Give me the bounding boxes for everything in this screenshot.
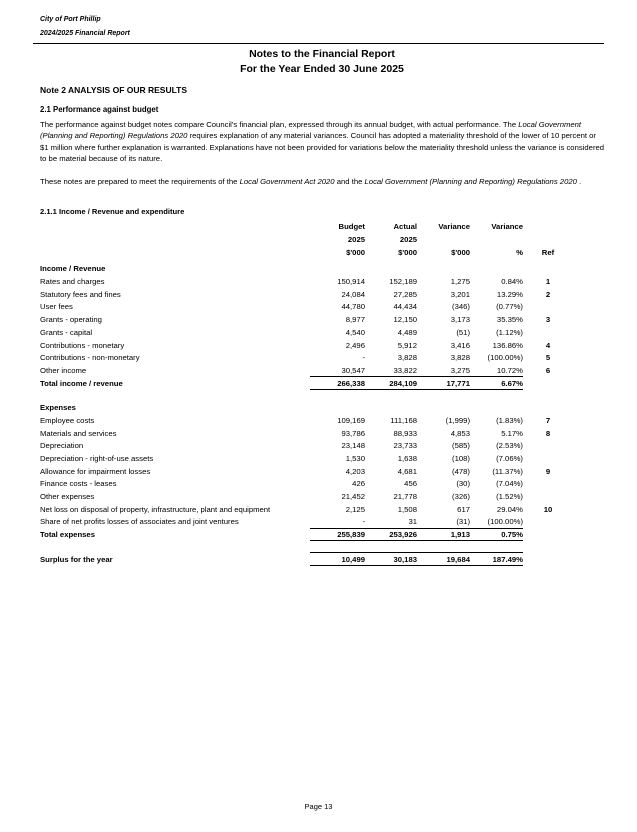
row-label: Total income / revenue xyxy=(40,378,123,388)
actual-value: 30,183 xyxy=(365,553,417,566)
variance-value: (30) xyxy=(456,479,470,489)
page-title: Notes to the Financial Report xyxy=(249,48,395,60)
column-header: Ref xyxy=(541,247,555,257)
budget-value: 21,452 xyxy=(341,492,365,502)
table-row xyxy=(40,301,573,314)
row-label: Statutory fees and fines xyxy=(40,289,121,299)
variance-pct-value: (100.00%) xyxy=(487,353,523,363)
ref-value: 10 xyxy=(543,504,553,514)
budget-value: 2,125 xyxy=(345,504,365,514)
variance-pct-value: (100.00%) xyxy=(487,517,523,527)
row-label: Surplus for the year xyxy=(40,554,113,564)
variance-value: 3,201 xyxy=(450,289,470,299)
variance-pct-value: (11.37%) xyxy=(492,466,523,476)
budget-value: 1,530 xyxy=(345,454,365,464)
row-label: Contributions - monetary xyxy=(40,340,125,350)
budget-value: - xyxy=(362,353,365,363)
budget-value: - xyxy=(362,517,365,527)
header-rule xyxy=(33,43,604,44)
table-row xyxy=(40,313,573,326)
paragraph-text: . xyxy=(576,177,582,187)
budget-value: 10,499 xyxy=(310,553,365,566)
actual-value: 152,189 xyxy=(389,277,417,287)
variance-value: (108) xyxy=(452,454,470,464)
column-header xyxy=(40,246,310,259)
title-block xyxy=(40,47,604,77)
actual-value: 456 xyxy=(404,479,417,489)
ref-value xyxy=(523,326,573,339)
actual-value: 27,285 xyxy=(393,289,417,299)
legislation-reference: Local Government Act 2020 xyxy=(239,177,335,187)
variance-value: (346) xyxy=(452,302,470,312)
budget-value: 24,084 xyxy=(341,289,365,299)
surplus-row xyxy=(40,553,573,566)
paragraph xyxy=(40,119,606,164)
table-row xyxy=(40,452,573,465)
budget-value: 255,839 xyxy=(310,528,365,541)
table-row xyxy=(40,465,573,478)
row-label: User fees xyxy=(40,302,73,312)
actual-value: 12,150 xyxy=(393,315,417,325)
variance-pct-value: 35.35% xyxy=(496,315,523,325)
page-number: Page 13 xyxy=(304,802,333,811)
ref-value: 6 xyxy=(545,365,551,375)
budget-value: 150,914 xyxy=(337,277,365,287)
column-header: Actual xyxy=(393,222,417,232)
row-label: Rates and charges xyxy=(40,277,105,287)
table-row xyxy=(40,427,573,440)
column-header xyxy=(40,220,310,233)
ref-value xyxy=(523,301,573,314)
subsection-heading: 2.1.1 Income / Revenue and expenditure xyxy=(40,207,185,217)
variance-value: (1,999) xyxy=(445,415,470,425)
budget-value: 4,203 xyxy=(345,466,365,476)
table-row xyxy=(40,275,573,288)
spacer-row xyxy=(40,541,573,553)
ref-value xyxy=(523,528,573,541)
paragraph-text: These notes are prepared to meet the requirements of the xyxy=(40,177,240,187)
actual-value: 33,822 xyxy=(393,365,417,375)
table-row xyxy=(40,339,573,352)
table-header xyxy=(40,220,573,258)
variance-value: 3,416 xyxy=(450,340,470,350)
variance-value: 1,913 xyxy=(417,528,470,541)
table-row xyxy=(40,490,573,503)
variance-value: (31) xyxy=(456,517,470,527)
column-header xyxy=(470,233,523,246)
ref-value xyxy=(523,478,573,491)
row-label: Employee costs xyxy=(40,415,95,425)
variance-pct-value: 0.75% xyxy=(470,528,523,541)
actual-value: 31 xyxy=(408,517,417,527)
table-header-row xyxy=(40,233,573,246)
budget-value: 30,547 xyxy=(341,365,365,375)
variance-pct-value: (1.83%) xyxy=(496,415,523,425)
total-row xyxy=(40,377,573,390)
ref-value: 7 xyxy=(545,415,551,425)
variance-pct-value: 13.29% xyxy=(496,289,523,299)
actual-value: 1,508 xyxy=(397,504,417,514)
table-row xyxy=(40,414,573,427)
column-header: Variance xyxy=(438,222,470,232)
row-label: Total expenses xyxy=(40,530,95,540)
note-heading: Note 2 ANALYSIS OF OUR RESULTS xyxy=(40,85,188,95)
budget-variance-table xyxy=(40,220,573,566)
ref-value: 2 xyxy=(545,289,551,299)
variance-pct-value: 5.17% xyxy=(501,428,523,438)
paragraph xyxy=(40,176,606,187)
ref-value xyxy=(523,439,573,452)
column-header: $'000 xyxy=(346,247,365,257)
body-paragraphs xyxy=(40,119,604,187)
column-header: Variance xyxy=(491,222,523,232)
variance-pct-value: 6.67% xyxy=(470,377,523,390)
row-label: Net loss on disposal of property, infrastructure, plant and equipment xyxy=(40,504,271,514)
column-header xyxy=(523,220,573,233)
ref-value: 3 xyxy=(545,315,551,325)
variance-value: (478) xyxy=(452,466,470,476)
table-row xyxy=(40,288,573,301)
table-row xyxy=(40,364,573,377)
table-body xyxy=(40,259,573,566)
actual-value: 44,434 xyxy=(393,302,417,312)
table-row xyxy=(40,351,573,364)
section-heading-row xyxy=(40,263,573,276)
ref-value: 8 xyxy=(545,428,551,438)
budget-value: 23,148 xyxy=(341,441,365,451)
ref-value: 4 xyxy=(545,340,551,350)
column-header: % xyxy=(516,247,523,257)
variance-value: 1,275 xyxy=(450,277,470,287)
row-label: Materials and services xyxy=(40,428,117,438)
variance-value: 3,275 xyxy=(450,365,470,375)
report-name: 2024/2025 Financial Report xyxy=(40,30,130,37)
actual-value: 284,109 xyxy=(365,377,417,390)
variance-pct-value: (7.04%) xyxy=(496,479,523,489)
column-header xyxy=(417,233,470,246)
budget-value: 426 xyxy=(352,479,365,489)
variance-pct-value: (1.52%) xyxy=(496,492,523,502)
column-header: 2025 xyxy=(399,235,417,245)
variance-value: 3,828 xyxy=(450,353,470,363)
paragraph-text: and the xyxy=(334,177,365,187)
document-header xyxy=(40,13,604,41)
variance-pct-value: 136.86% xyxy=(492,340,523,350)
variance-pct-value: (7.06%) xyxy=(496,454,523,464)
actual-value: 253,926 xyxy=(365,528,417,541)
row-label: Depreciation xyxy=(40,441,84,451)
org-name: City of Port Phillip xyxy=(40,16,101,23)
column-header: Budget xyxy=(338,222,365,232)
row-label: Depreciation - right-of-use assets xyxy=(40,454,154,464)
total-row xyxy=(40,528,573,541)
row-label: Share of net profits losses of associates and joint ventures xyxy=(40,517,239,527)
table-row xyxy=(40,503,573,516)
budget-value: 93,786 xyxy=(341,428,365,438)
row-label: Allowance for impairment losses xyxy=(40,466,151,476)
table-row xyxy=(40,478,573,491)
row-label: Grants - capital xyxy=(40,327,93,337)
column-header: $'000 xyxy=(398,247,417,257)
table-row xyxy=(40,439,573,452)
table-header-row xyxy=(40,220,573,233)
spacer-row xyxy=(40,389,573,401)
variance-value: 19,684 xyxy=(417,553,470,566)
actual-value: 1,638 xyxy=(397,454,417,464)
paragraph-text: The performance against budget notes compare Council's financial plan, expressed through its annual budget, with actual performance. The xyxy=(40,120,519,129)
column-header xyxy=(40,233,310,246)
paragraph-text: requires explanation of any material variances. Council has adopted a materiality threshold of the lower of 10 percent or $1 million where further explanation is warranted. Explanations have not been provided for variations below the materiality threshold unless the variance is considered to be material because of its nature. xyxy=(40,131,605,163)
variance-value: 617 xyxy=(457,504,470,514)
ref-value xyxy=(523,516,573,529)
section-heading-label: Income / Revenue xyxy=(40,264,106,274)
actual-value: 88,933 xyxy=(393,428,417,438)
column-header: 2025 xyxy=(347,235,365,245)
budget-value: 266,338 xyxy=(310,377,365,390)
table-row xyxy=(40,326,573,339)
row-label: Grants - operating xyxy=(40,315,102,325)
table-header-row xyxy=(40,246,573,259)
variance-pct-value: 187.49% xyxy=(470,553,523,566)
actual-value: 111,168 xyxy=(390,415,417,425)
variance-pct-value: 29.04% xyxy=(496,504,523,514)
row-label: Other expenses xyxy=(40,492,95,502)
section-heading-label: Expenses xyxy=(40,403,76,413)
variance-pct-value: (0.77%) xyxy=(496,302,523,312)
actual-value: 4,681 xyxy=(397,466,417,476)
ref-value xyxy=(523,490,573,503)
variance-value: 17,771 xyxy=(417,377,470,390)
row-label: Other income xyxy=(40,365,87,375)
page-subtitle: For the Year Ended 30 June 2025 xyxy=(240,63,404,75)
section-heading: 2.1 Performance against budget xyxy=(40,105,159,114)
budget-value: 109,169 xyxy=(337,415,365,425)
actual-value: 21,778 xyxy=(393,492,417,502)
actual-value: 5,912 xyxy=(397,340,417,350)
table-row xyxy=(40,516,573,529)
variance-value: (585) xyxy=(452,441,470,451)
column-header xyxy=(523,233,573,246)
ref-value: 1 xyxy=(545,277,551,287)
legislation-reference: Local Government (Planning and Reporting) Regulations 2020 xyxy=(40,120,582,141)
actual-value: 23,733 xyxy=(393,441,417,451)
budget-value: 8,977 xyxy=(345,315,365,325)
variance-pct-value: (1.12%) xyxy=(496,327,523,337)
budget-value: 44,780 xyxy=(341,302,365,312)
ref-value xyxy=(523,553,573,566)
variance-value: 4,853 xyxy=(450,428,470,438)
variance-value: (51) xyxy=(456,327,470,337)
legislation-reference: Local Government (Planning and Reporting) Regulations 2020 xyxy=(364,177,577,187)
column-header: $'000 xyxy=(451,247,470,257)
variance-pct-value: 10.72% xyxy=(496,365,523,375)
section-heading-row xyxy=(40,401,573,414)
budget-value: 2,496 xyxy=(345,340,365,350)
ref-value: 9 xyxy=(545,466,551,476)
variance-value: (326) xyxy=(452,492,470,502)
variance-value: 3,173 xyxy=(450,315,470,325)
ref-value: 5 xyxy=(545,353,551,363)
actual-value: 3,828 xyxy=(397,353,417,363)
row-label: Finance costs - leases xyxy=(40,479,117,489)
budget-value: 4,540 xyxy=(345,327,365,337)
actual-value: 4,489 xyxy=(397,327,417,337)
row-label: Contributions - non-monetary xyxy=(40,353,140,363)
ref-value xyxy=(523,452,573,465)
variance-pct-value: 0.84% xyxy=(501,277,523,287)
ref-value xyxy=(523,377,573,390)
variance-pct-value: (2.53%) xyxy=(496,441,523,451)
